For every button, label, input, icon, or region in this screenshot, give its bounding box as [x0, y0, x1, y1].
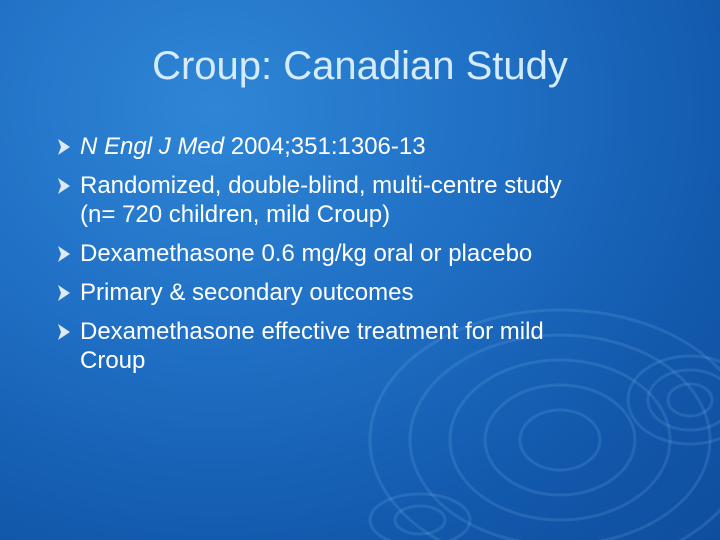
arrow-bullet-icon: [54, 176, 74, 196]
arrow-bullet-icon: [54, 322, 74, 342]
arrow-bullet-icon: [54, 137, 74, 157]
bullet-line: Randomized, double-blind, multi-centre study: [80, 172, 562, 199]
bullet-line: Primary & secondary outcomes: [80, 279, 414, 306]
bullet-item: [80, 171, 690, 229]
arrow-bullet-icon: [54, 244, 74, 264]
arrow-bullet-icon: [54, 283, 74, 303]
bullet-item: [80, 317, 690, 375]
bullet-item: [80, 278, 690, 307]
slide-title: Croup: Canadian Study: [152, 44, 568, 88]
bullet-line: (n= 720 children, mild Croup): [80, 201, 391, 228]
bullet-line: Dexamethasone effective treatment for mild: [80, 318, 544, 345]
bullet-line: Dexamethasone 0.6 mg/kg oral or placebo: [80, 240, 533, 267]
bullet-line: Croup: [80, 347, 146, 374]
citation-journal: N Engl J Med: [80, 133, 225, 160]
bullet-line: [80, 132, 690, 161]
citation-details: 2004;351:1306-13: [224, 133, 426, 160]
bullet-item: [80, 239, 690, 268]
bullet-list: [80, 132, 690, 385]
bullet-item: [80, 132, 690, 161]
